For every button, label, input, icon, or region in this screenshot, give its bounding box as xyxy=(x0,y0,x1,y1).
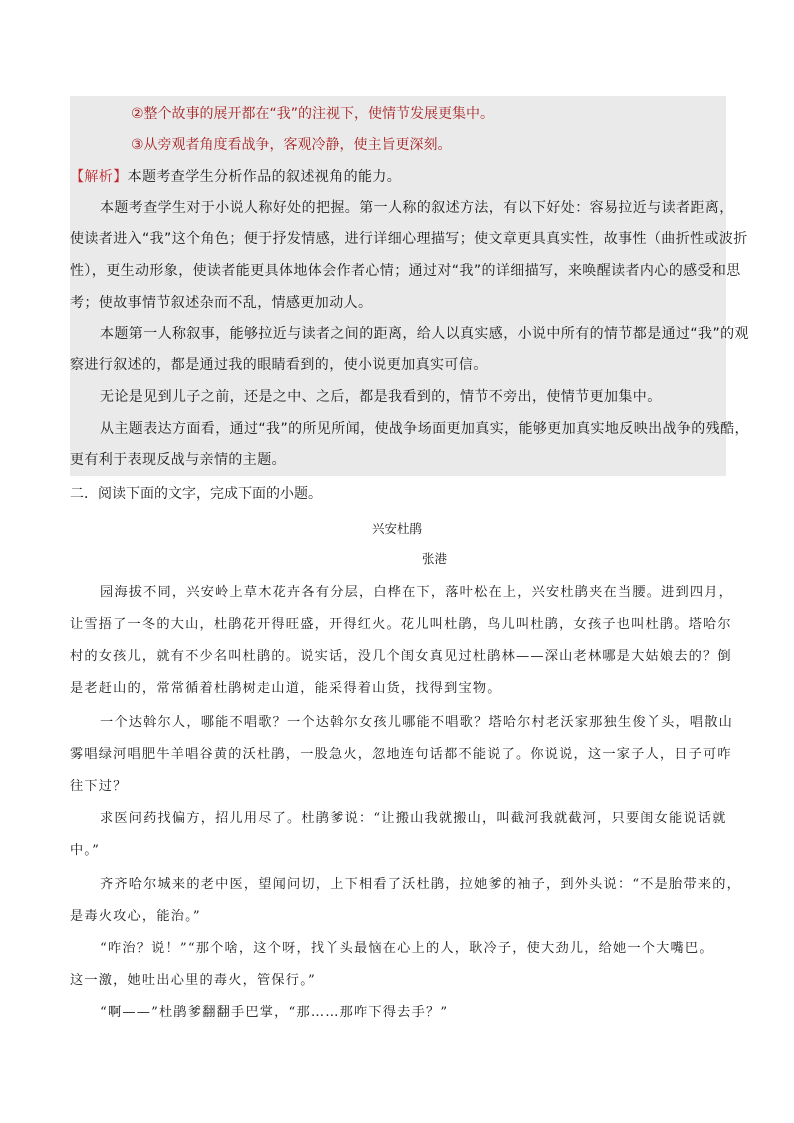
story-line: 是毒火攻心，能治。” xyxy=(70,909,201,924)
answer-line-2: ②整个故事的展开都在“我”的注视下，使情节发展更集中。 xyxy=(131,106,495,122)
story-author: 张港 xyxy=(422,551,448,566)
story-line: 求医问药找偏方，招儿用尽了。杜鹃爹说：“让搬山我就搬山，叫截河我就截河，只要闺女能说话就 xyxy=(100,811,727,826)
analysis-line: 使读者进入“我”这个角色；便于抒发情感，进行详细心理描写；使文章更具真实性，故事性（曲折性或波折 xyxy=(70,231,748,247)
story-line: 中。” xyxy=(70,843,101,858)
story-line: 园海拔不同，兴安岭上草木花卉各有分层，白桦在下，落叶松在上，兴安杜鹃夹在当腰。进到四月， xyxy=(100,585,734,600)
story-line: 是老赶山的，常常循着杜鹃树走山道，能采得着山货，找得到宝物。 xyxy=(70,681,502,696)
question-heading: 二．阅读下面的文字，完成下面的小题。 xyxy=(70,486,322,502)
story-line: 往下过？ xyxy=(70,779,128,794)
analysis-line: 性），更生动形象，使读者能更具体地体会作者心情；通过对“我”的详细描写，来唤醒读者内心的感受和思 xyxy=(70,263,741,279)
story-line: 一个达斡尔人，哪能不唱歌？一个达斡尔女孩儿哪能不唱歌？塔哈尔村老沃家那独生俊丫头，唱散山 xyxy=(100,715,734,730)
analysis-line: 本题第一人称叙事，能够拉近与读者之间的距离，给人以真实感，小说中所有的情节都是通过“我”的观 xyxy=(100,326,749,342)
analysis-line: 考；使故事情节叙述杂而不乱，情感更加动人。 xyxy=(70,295,373,311)
story-line: 齐齐哈尔城来的老中医，望闻问切，上下相看了沃杜鹃，拉她爹的袖子，到外头说：“不是胎带来的， xyxy=(100,877,741,892)
analysis-line: 无论是见到儿子之前，还是之中、之后，都是我看到的，情节不旁出，使情节更加集中。 xyxy=(100,389,662,405)
analysis-line: 本题考查学生对于小说人称好处的把握。第一人称的叙述方法，有以下好处：容易拉近与读者距离， xyxy=(100,200,734,216)
story-line: “咋治？说！”“那个啥，这个呀，找丫头最恼在心上的人，耿冷子，使大劲儿，给她一个大嘴巴。 xyxy=(100,941,714,956)
story-line: 这一激，她吐出心里的毒火，管保行。” xyxy=(70,973,316,988)
analysis-tag: 【解析】 xyxy=(70,169,128,185)
story-title: 兴安杜鹃 xyxy=(372,521,423,536)
story-line: 村的女孩儿，就有不少名叫杜鹃的。说实话，没几个闺女真见过杜鹃林——深山老林哪是大姑娘去的？倒 xyxy=(70,649,732,664)
analysis-line: 更有利于表现反战与亲情的主题。 xyxy=(70,452,286,468)
analysis-heading xyxy=(70,166,401,186)
story-line: “啊——”杜鹃爹翻翻手巴掌，“那……那咋下得去手？” xyxy=(100,1005,449,1020)
analysis-line: 从主题表达方面看，通过“我”的所见所闻，使战争场面更加真实，能够更加真实地反映出战争的残酷， xyxy=(100,421,749,437)
analysis-line: 察进行叙述的，都是通过我的眼睛看到的，使小说更加真实可信。 xyxy=(70,357,488,373)
story-line: 雾唱绿河唱肥牛羊唱谷黄的沃杜鹃，一股急火，忽地连句话都不能说了。你说说，这一家子人，日子可咋 xyxy=(70,747,732,762)
answer-line-3: ③从旁观者角度看战争，客观冷静，使主旨更深刻。 xyxy=(131,137,452,153)
story-line: 让雪捂了一冬的大山，杜鹃花开得旺盛，开得红火。花儿叫杜鹃，鸟儿叫杜鹃，女孩子也叫杜鹃。塔哈尔 xyxy=(70,617,732,632)
analysis-intro: 本题考查学生分析作品的叙述视角的能力。 xyxy=(127,169,402,185)
